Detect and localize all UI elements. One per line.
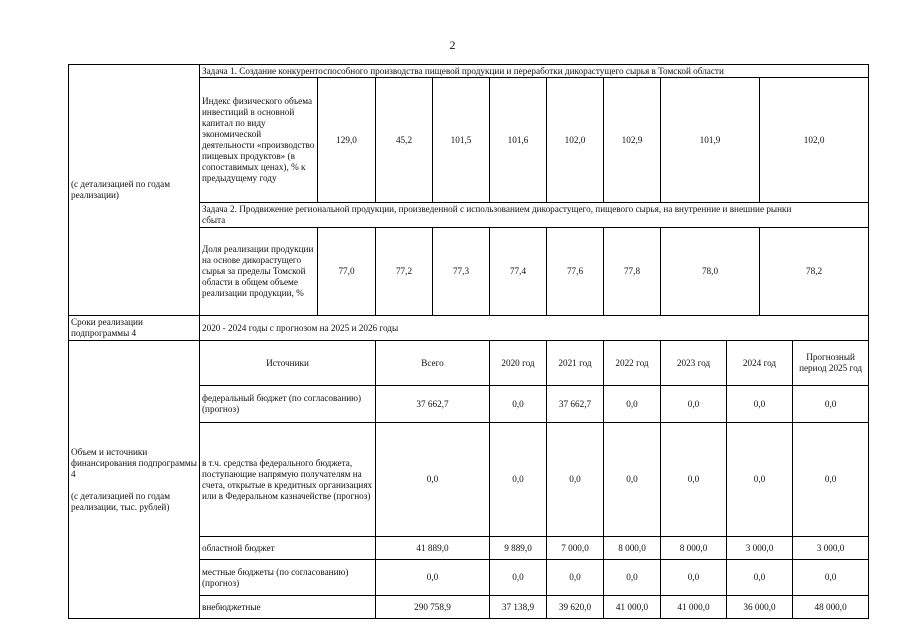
page-number: 2 bbox=[449, 38, 456, 52]
finance-cell: 0,0 bbox=[547, 423, 604, 537]
finance-cell: 8 000,0 bbox=[604, 537, 661, 560]
finance-cell: 0,0 bbox=[793, 423, 869, 537]
finance-cell: 0,0 bbox=[376, 423, 490, 537]
finance-cell: 41 000,0 bbox=[604, 596, 661, 619]
finance-cell: 0,0 bbox=[376, 560, 490, 596]
task2-value: 77,4 bbox=[490, 228, 547, 316]
finance-row-source: внебюджетные bbox=[200, 596, 376, 619]
finance-header-year: 2020 год bbox=[490, 341, 547, 386]
finance-header-year: 2021 год bbox=[547, 341, 604, 386]
finance-cell: 0,0 bbox=[547, 560, 604, 596]
finance-cell: 37 138,9 bbox=[490, 596, 547, 619]
finance-header-year: 2023 год bbox=[661, 341, 727, 386]
finance-cell: 39 620,0 bbox=[547, 596, 604, 619]
task1-value: 101,5 bbox=[433, 78, 490, 203]
goals-detail-label: (с детализацией по годам реализации) bbox=[69, 65, 200, 316]
terms-text: 2020 - 2024 годы с прогнозом на 2025 и 2026 годы bbox=[200, 316, 869, 341]
finance-cell: 0,0 bbox=[490, 423, 547, 537]
finance-row-source: областной бюджет bbox=[200, 537, 376, 560]
finance-row-source: местные бюджеты (по согласованию) (прогноз) bbox=[200, 560, 376, 596]
task1-title: Задача 1. Создание конкурентоспособного производства пищевой продукции и переработки дикорастущего сырья в Томской области bbox=[200, 65, 869, 78]
finance-cell: 41 000,0 bbox=[661, 596, 727, 619]
task1-value: 102,0 bbox=[760, 78, 869, 203]
finance-cell: 9 889,0 bbox=[490, 537, 547, 560]
finance-header-forecast-2025: Прогнозный период 2025 год bbox=[793, 341, 869, 386]
finance-cell: 0,0 bbox=[727, 386, 793, 423]
finance-cell: 3 000,0 bbox=[727, 537, 793, 560]
finance-cell: 0,0 bbox=[661, 386, 727, 423]
finance-cell: 0,0 bbox=[490, 560, 547, 596]
finance-cell: 7 000,0 bbox=[547, 537, 604, 560]
finance-cell: 0,0 bbox=[661, 423, 727, 537]
task1-value: 101,9 bbox=[661, 78, 760, 203]
finance-cell: 48 000,0 bbox=[793, 596, 869, 619]
finance-cell: 0,0 bbox=[604, 386, 661, 423]
finance-cell: 0,0 bbox=[793, 560, 869, 596]
finance-cell: 8 000,0 bbox=[661, 537, 727, 560]
passport-table bbox=[68, 64, 869, 619]
finance-label bbox=[69, 341, 200, 619]
task1-value: 101,6 bbox=[490, 78, 547, 203]
finance-cell: 37 662,7 bbox=[376, 386, 490, 423]
finance-cell: 0,0 bbox=[490, 386, 547, 423]
finance-header-year: 2024 год bbox=[727, 341, 793, 386]
finance-label-detail: (с детализацией по годам реализации, тыс. рублей) bbox=[71, 490, 171, 512]
finance-header-sources: Источники bbox=[200, 341, 376, 386]
finance-row-source: в т.ч. средства федерального бюджета, поступающие напрямую получателям на счета, открытые в кредитных организациях или в Федеральном казначействе (прогноз) bbox=[200, 423, 376, 537]
task2-title: Задача 2. Продвижение региональной продукции, произведенной с использованием дикорастущего, пищевого сырья, на внутренние и внешние рынки сбыта bbox=[200, 203, 869, 228]
finance-row-source: федеральный бюджет (по согласованию) (прогноз) bbox=[200, 386, 376, 423]
task2-indicator: Доля реализации продукции на основе дикорастущего сырья за пределы Томской области в общем объеме реализации продукции, % bbox=[200, 228, 318, 316]
task1-value: 45,2 bbox=[376, 78, 433, 203]
task2-value: 77,0 bbox=[318, 228, 376, 316]
finance-cell: 37 662,7 bbox=[547, 386, 604, 423]
task2-value: 77,3 bbox=[433, 228, 490, 316]
finance-cell: 36 000,0 bbox=[727, 596, 793, 619]
finance-cell: 290 758,9 bbox=[376, 596, 490, 619]
finance-cell: 0,0 bbox=[727, 423, 793, 537]
task2-value: 77,8 bbox=[604, 228, 661, 316]
task2-value: 77,6 bbox=[547, 228, 604, 316]
finance-cell: 0,0 bbox=[793, 386, 869, 423]
task2-value: 78,2 bbox=[760, 228, 869, 316]
finance-cell: 0,0 bbox=[661, 560, 727, 596]
finance-cell: 0,0 bbox=[727, 560, 793, 596]
task1-value: 102,9 bbox=[604, 78, 661, 203]
task2-value: 77,2 bbox=[376, 228, 433, 316]
finance-cell: 0,0 bbox=[604, 560, 661, 596]
terms-label: Сроки реализации подпрограммы 4 bbox=[69, 316, 200, 341]
finance-cell: 41 889,0 bbox=[376, 537, 490, 560]
finance-cell: 0,0 bbox=[604, 423, 661, 537]
task1-value: 102,0 bbox=[547, 78, 604, 203]
task1-value: 129,0 bbox=[318, 78, 376, 203]
task2-value: 78,0 bbox=[661, 228, 760, 316]
finance-header-total: Всего bbox=[376, 341, 490, 386]
task1-indicator: Индекс физического объема инвестиций в основной капитал по виду экономической деятельности «производство пищевых продуктов» (в сопоставимых ценах), % к предыдущему году bbox=[200, 78, 318, 203]
finance-cell: 3 000,0 bbox=[793, 537, 869, 560]
finance-label-title: Объем и источники финансирования подпрограммы 4 bbox=[71, 446, 197, 479]
finance-header-year: 2022 год bbox=[604, 341, 661, 386]
